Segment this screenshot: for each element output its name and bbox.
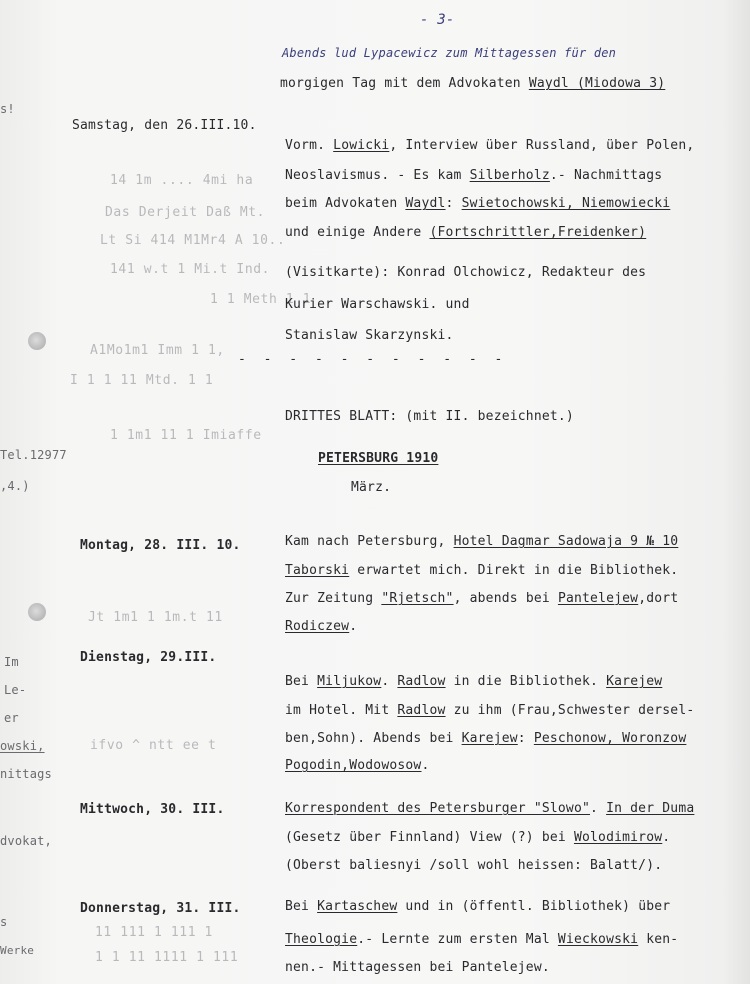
entry-text: Bei Miljukow. Radlow in die Bibliothek. Karejew	[285, 674, 663, 689]
entry-text: und einige Andere (Fortschrittler,Freidenker)	[285, 225, 647, 240]
sheet-note: DRITTES BLATT: (mit II. bezeichnet.)	[285, 409, 574, 424]
margin-text: dvokat,	[0, 834, 52, 848]
entry-text: im Hotel. Mit Radlow zu ihm (Frau,Schwester dersel-	[285, 703, 695, 718]
entry-text: Zur Zeitung "Rjetsch", abends bei Pantelejew,dort	[285, 591, 679, 606]
entry-text: Taborski erwartet mich. Direkt in die Bibliothek.	[285, 563, 679, 578]
separator-dashes: - - - - - - - - - - -	[238, 352, 508, 367]
entry-text: nen.- Mittagessen bei Pantelejew.	[285, 960, 550, 975]
bleed-through-line: Das Derjeit Daß Mt.	[105, 205, 266, 220]
entry-text: (Visitkarte): Konrad Olchowicz, Redakteur des	[285, 265, 647, 280]
page-number: - 3-	[420, 12, 455, 28]
margin-text: er	[4, 711, 19, 725]
entry-date-tuesday: Dienstag, 29.III.	[80, 650, 217, 665]
margin-text: s!	[0, 102, 15, 116]
bleed-through-line: 14 1m .... 4mi ha	[110, 173, 254, 188]
entry-text: (Oberst baliesnyi /soll wohl heissen: Balatt/).	[285, 858, 663, 873]
margin-text: owski,	[0, 739, 45, 753]
punch-hole-top	[28, 332, 46, 350]
entry-text: beim Advokaten Waydl: Swietochowski, Niemowiecki	[285, 196, 671, 211]
bleed-through-line: A1Mo1m1 Imm 1 1,	[90, 343, 225, 358]
bleed-through-line: 1 1 11 1111 1 111	[95, 950, 239, 965]
entry-date-monday: Montag, 28. III. 10.	[80, 538, 241, 553]
entry-text: Korrespondent des Petersburger "Slowo". In der Duma	[285, 801, 695, 816]
entry-date-saturday: Samstag, den 26.III.10.	[72, 118, 257, 133]
margin-text: nittags	[0, 767, 52, 781]
bleed-through-line: Lt Si 414 M1Mr4 A 10..	[100, 233, 286, 248]
handwritten-header: Abends lud Lypacewicz zum Mittagessen für den	[282, 46, 617, 60]
entry-text: (Gesetz über Finnland) View (?) bei Wolodimirow.	[285, 830, 671, 845]
section-heading: PETERSBURG 1910	[318, 451, 439, 466]
bleed-through-line: 1 1 Meth 1 1	[210, 292, 312, 307]
entry-text: Rodiczew.	[285, 619, 358, 634]
entry-text: Vorm. Lowicki, Interview über Russland, über Polen,	[285, 138, 695, 153]
entry-text: ben,Sohn). Abends bei Karejew: Peschonow, Woronzow	[285, 731, 687, 746]
section-month: März.	[351, 480, 392, 495]
margin-text: s	[0, 915, 8, 929]
entry-text: Neoslavismus. - Es kam Silberholz.- Nachmittags	[285, 168, 663, 183]
bleed-through-line: 1 1m1 11 1 Imiaffe	[110, 428, 262, 443]
margin-text: Le-	[4, 683, 27, 697]
bleed-through-line: 141 w.t 1 Mi.t Ind.	[110, 262, 271, 277]
margin-text: Im	[4, 655, 19, 669]
margin-text: ,4.)	[0, 479, 30, 493]
margin-text: Tel.12977	[0, 448, 67, 462]
bleed-through-line: I 1 1 11 Mtd. 1 1	[70, 373, 214, 388]
entry-date-thursday: Donnerstag, 31. III.	[80, 901, 241, 916]
entry-text: Kurier Warschawski. und	[285, 297, 470, 312]
margin-text: Werke	[0, 944, 35, 957]
bleed-through-line: 11 111 1 111 1	[95, 925, 213, 940]
bleed-through-line: ifvo ^ ntt ee t	[90, 738, 217, 753]
entry-text: Pogodin,Wodowosow.	[285, 758, 430, 773]
entry-text: Theologie.- Lernte zum ersten Mal Wieckowski ken-	[285, 932, 679, 947]
bleed-through-line: Jt 1m1 1 1m.t 11	[88, 610, 223, 625]
entry-text: Stanislaw Skarzynski.	[285, 328, 454, 343]
header-line: morgigen Tag mit dem Advokaten Waydl (Miodowa 3)	[280, 76, 666, 91]
punch-hole-bottom	[28, 603, 46, 621]
entry-text: Kam nach Petersburg, Hotel Dagmar Sadowaja 9 № 10	[285, 534, 679, 549]
page-edge-shadow	[722, 0, 750, 984]
entry-text: Bei Kartaschew und in (öffentl. Bibliothek) über	[285, 899, 671, 914]
entry-date-wednesday: Mittwoch, 30. III.	[80, 802, 225, 817]
